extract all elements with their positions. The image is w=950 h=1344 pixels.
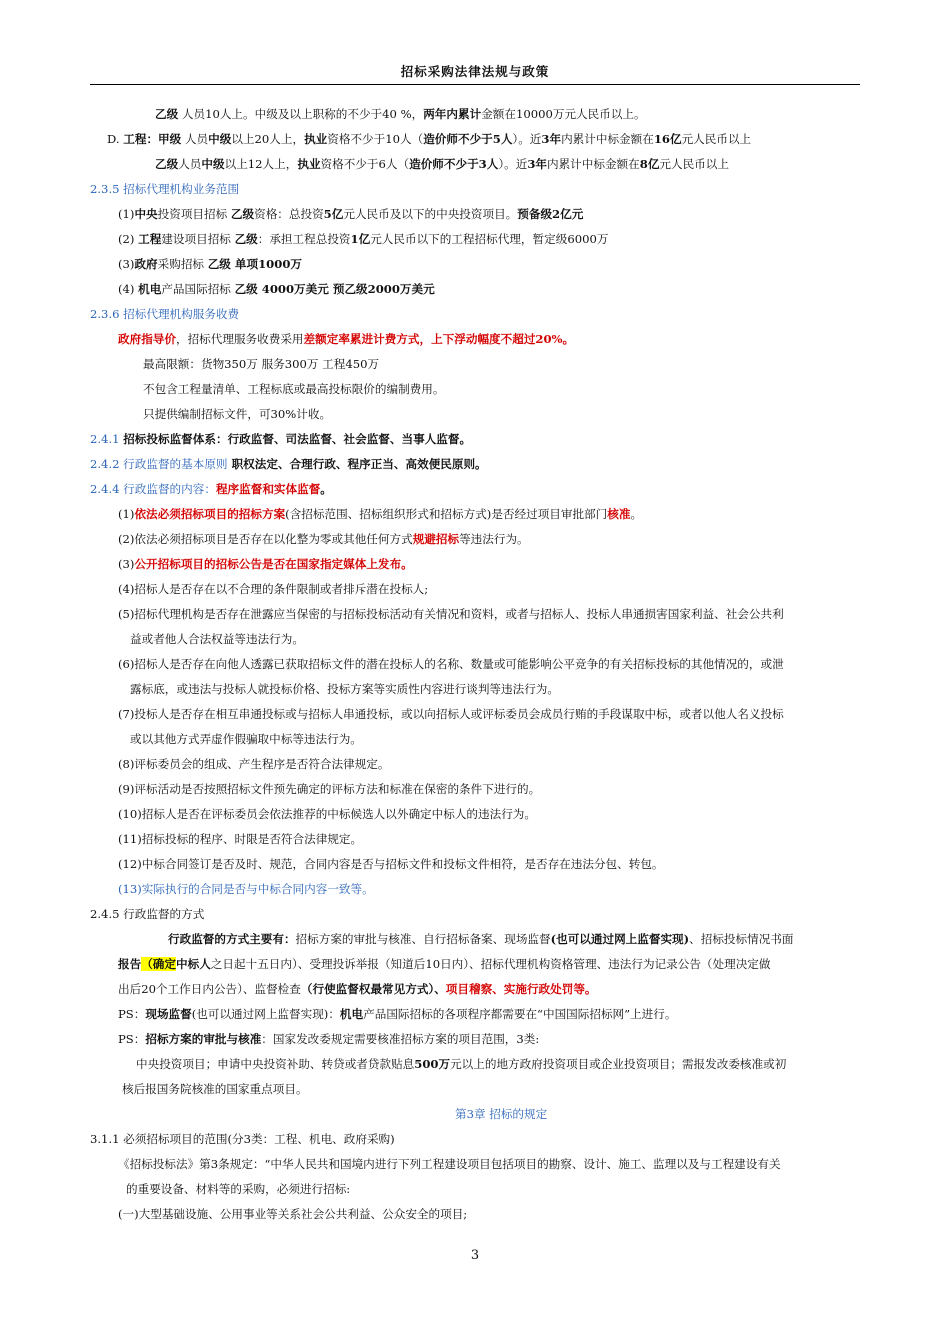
text-line (136, 1056, 786, 1072)
text-run: (3) (118, 557, 135, 571)
text-run: 社会公共利益、公众安全 (300, 1207, 429, 1221)
text-run: (7)投标人是否存在相互串通投标或与招标人串通投标，或以向招标人或评标委员会成员行贿的手段谋取中标，或者以他人名义投标 (118, 707, 784, 721)
text-run: 人员10人上。中级及以上职称的不少于40 %， (178, 107, 424, 121)
text-run: 受理投诉举报（知道后10日内）、招标代理机构资格管理、违法行为记录公告（处理决定做 (309, 957, 771, 971)
text-line (118, 656, 784, 672)
text-line (118, 581, 428, 597)
text-run: 人员 (181, 132, 209, 146)
text-run: 以上12人上， (224, 157, 298, 171)
text-line (126, 1181, 350, 1197)
text-run: 的项目; (428, 1207, 468, 1221)
text-run: D. (107, 132, 124, 146)
text-run: 公开招标项目的招标公告是否在国家指定媒体上发布。 (134, 557, 413, 571)
text-run: 、招标投标情况书面 (689, 932, 794, 946)
text-line (130, 681, 559, 697)
text-run: 投资项目招标 (157, 207, 231, 221)
text-run: 8亿 (639, 157, 660, 171)
text-run: 乙级 单项1000万 (207, 257, 302, 271)
text-run: 项目稽察、实施行政处罚等。 (445, 982, 597, 996)
text-run: (8)评标委员会的组成、产生程序是否符合法律规定。 (118, 757, 390, 771)
text-run: 采购招标 (157, 257, 208, 271)
text-run: (一)大型基础设施、公用事业等关系 (118, 1207, 301, 1221)
text-run: 以上20人上， (231, 132, 305, 146)
text-run: 日内）、 (268, 957, 310, 971)
text-run: 最高限额：货物350万 服务300万 工程450万 (143, 357, 380, 371)
text-run: 中央 (134, 207, 158, 221)
text-line (143, 406, 331, 422)
text-run: 人员 (178, 157, 202, 171)
text-run: 3年 (541, 132, 562, 146)
text-run: 招标方案的审批与核准 (145, 1032, 262, 1046)
text-run: ：承担工程总投资 (257, 232, 351, 246)
text-run: 乙级 4000万美元 预乙级2000万美元 (234, 282, 435, 296)
text-run: 2.4.5 行政监督的方式 (90, 907, 205, 921)
text-run: （确定 (141, 957, 176, 971)
text-line (118, 856, 664, 872)
text-line (118, 806, 536, 822)
text-line (118, 281, 435, 297)
text-run: (5)招标代理机构是否存在泄露应当保密的与招标投标活动有关情况和资料，或者与招标人、投标人串通损害国家利益、社会公共利 (118, 607, 784, 621)
text-run: 十五 (245, 957, 269, 971)
text-run: 。 (320, 482, 332, 496)
text-line (118, 331, 574, 347)
text-line (143, 356, 379, 372)
text-run: 《招标投标法》第3条规定：“中华人民共和国境内进行下列工程建设项目包括项目的勘察、设计、施工、监理以及与工程建设有关 (118, 1157, 781, 1171)
text-run: 工程 (138, 232, 162, 246)
text-run: 只提供编制招标文件，可30%计收。 (143, 407, 332, 421)
text-line (118, 881, 374, 897)
text-run: 执业 (297, 157, 321, 171)
text-run: 1亿 (350, 232, 371, 246)
text-line (118, 231, 608, 247)
text-line (90, 431, 471, 447)
text-line (118, 831, 362, 847)
text-run: 2.4.2 行政监督的基本原则 (90, 457, 228, 471)
text-run: 乙级 (155, 157, 179, 171)
text-run: 政府 (134, 257, 158, 271)
text-run: 的重要设备、材料等的采购，必须进行招标: (126, 1182, 351, 1196)
header-rule (90, 84, 860, 85)
text-run: 造价师不少于3人 (409, 157, 499, 171)
text-run: 出后20个工作日内公告）、监督检查 (118, 982, 301, 996)
text-run: (12)中标合同签订是否及时、规范，合同内容是否与招标文件和投标文件相符，是否存在违法分包、转包。 (118, 857, 664, 871)
text-run: 预备级2亿元 (517, 207, 584, 221)
text-line (118, 606, 784, 622)
text-run: (11)招标投标的程序、时限是否符合法律规定。 (118, 832, 363, 846)
text-run: 乙级 (155, 107, 179, 121)
text-run: 不包含工程量清单、工程标底或最高投标限价的编制费用。 (143, 382, 445, 396)
text-run: 2.3.6 招标代理机构服务收费 (90, 307, 240, 321)
text-run: 核后报国务院核准的 (122, 1082, 227, 1096)
text-run: 程序监督和实体监督 (215, 482, 321, 496)
text-line (118, 1206, 467, 1222)
text-run: (6)招标人是否存在向他人透露已获取招标文件的潜在投标人的名称、数量或可能影响公平竞争的有关招标投标的其他情况的，或泄 (118, 657, 784, 671)
text-run: 16亿 (653, 132, 682, 146)
text-line (143, 381, 444, 397)
text-run: (2)依法必须招标项目是否存在以化整为零或其他任何方式 (118, 532, 413, 546)
text-run: 产品国际招标 (161, 282, 235, 296)
text-run: 3年 (527, 157, 547, 171)
text-run: 核准招标方案 (377, 1032, 447, 1046)
text-run: 2.3.5 招标代理机构业务范围 (90, 182, 240, 196)
text-run: (1) (118, 507, 135, 521)
text-line (118, 1156, 781, 1172)
text-line (90, 481, 332, 497)
text-run: (1) (118, 207, 135, 221)
text-line (122, 1081, 308, 1097)
text-run: (10)招标人是否在评标委员会依法推荐的中标候选人以外确定中标人的违法行为。 (118, 807, 536, 821)
text-line (155, 156, 729, 172)
text-line (155, 106, 646, 122)
text-run: 机电 (339, 1007, 364, 1021)
text-run: 机电 (138, 282, 162, 296)
text-run: (4) (118, 282, 139, 296)
text-line (90, 306, 239, 322)
text-run: 职权法定、合理行政、程序正当、高效便民原则。 (227, 457, 487, 471)
text-run: （行使监督权最常见方式）、 (300, 982, 446, 996)
text-run: 2.4.1 (90, 432, 124, 446)
text-run: ）。近 (512, 132, 542, 146)
text-run: 。 (630, 507, 643, 521)
text-run: 招标投标 (123, 432, 170, 446)
text-run: 的项目范围，3类: (446, 1032, 540, 1046)
text-line (455, 1106, 547, 1122)
text-line (118, 956, 771, 972)
text-line (118, 206, 583, 222)
text-run: 国家重点项目 (226, 1082, 296, 1096)
text-line (90, 181, 239, 197)
text-line (130, 731, 362, 747)
text-run: 金额在10000万元人民币以上。 (481, 107, 646, 121)
text-run: 元人民币以上 (681, 132, 752, 146)
text-line (90, 1131, 395, 1147)
text-line (118, 781, 540, 797)
text-run: 或以其他方式弄虚作假骗取中标等违法行为。 (130, 732, 362, 746)
text-line (168, 931, 794, 947)
text-run: 资格：总投资 (254, 207, 324, 221)
text-run: 差额定率累进计费方式，上下浮动幅度不超过20%。 (303, 332, 575, 346)
text-run: (4)招标人是否存在以不合理的条件限制或者排斥潜在投标人; (118, 582, 429, 596)
text-line (118, 506, 642, 522)
text-run: 。 (295, 1082, 308, 1096)
text-run: 依法必须招标项目的招标方案 (134, 507, 286, 521)
text-line (118, 556, 413, 572)
text-run: PS： (118, 1007, 146, 1021)
text-run: 规避招标 (412, 532, 460, 546)
text-run: 招标方案的审批与核准、自行招标备案、现场监督 (295, 932, 551, 946)
text-run: 露标底，或违法与投标人就投标价格、投标方案等实质性内容进行谈判等违法行为。 (130, 682, 559, 696)
text-line (118, 706, 784, 722)
text-run: ：国家发改委规定需要 (261, 1032, 378, 1046)
text-run: 产品国际招标的各项程序都需要在“ (363, 1007, 543, 1021)
running-header: 招标采购法律法规与政策 (400, 64, 550, 79)
text-run: 监督体系 (169, 432, 216, 446)
text-run: 第3章 招标的规定 (455, 1107, 548, 1121)
text-run: 资格不少于10人（ (327, 132, 424, 146)
text-run: 报告 (118, 957, 142, 971)
text-run: 工程：甲级 (123, 132, 182, 146)
text-line (90, 906, 204, 922)
text-run: (13)实际执行的合同是否与中标合同内容一致等。 (118, 882, 374, 896)
text-run: 元人民币及以下的中央投资项目。 (343, 207, 518, 221)
text-run: 中级 (208, 132, 232, 146)
text-run: (9)评标活动是否按照招标文件预先确定的评标方法和标准在保密的条件下进行的。 (118, 782, 541, 796)
text-run: (分3类：工程、机电、政府采购) (227, 1132, 395, 1146)
text-line (118, 981, 597, 997)
text-run: 两年内累计 (423, 107, 482, 121)
text-run: 之日起 (210, 957, 246, 971)
text-run: 资格不少于6人（ (320, 157, 410, 171)
text-run: (也可以通过网上监督实现)： (191, 1007, 340, 1021)
text-run: (含招标范围、招标组织形式和招标方式)是否经过项目审批部门 (285, 507, 608, 521)
text-line (118, 1006, 676, 1022)
text-run: 3.1.1 必须招标项目的范围 (90, 1132, 228, 1146)
text-run: ）。近 (498, 157, 528, 171)
text-run: 元人民币以下的工程招标代理， (370, 232, 533, 246)
text-run: 执业 (304, 132, 328, 146)
text-run: 500万 (414, 1057, 451, 1071)
text-line (90, 456, 487, 472)
text-run: 中国国际招标网 (542, 1007, 625, 1021)
text-run: 中标人 (176, 957, 211, 971)
text-run: (3) (118, 257, 135, 271)
text-run: 等违法行为。 (459, 532, 529, 546)
text-line (118, 256, 302, 272)
text-run: 政府指导价 (118, 332, 176, 346)
text-run: 内累计中标金额在 (546, 157, 640, 171)
text-run: 现场监督 (145, 1007, 192, 1021)
text-run: 元人民币以上 (659, 157, 729, 171)
text-run: 元以上的地方政府投资项目或企业投资项目；需报发改委核准或初 (450, 1057, 787, 1071)
text-run: ，招标代理服务收费采用 (175, 332, 304, 346)
text-run: PS： (118, 1032, 146, 1046)
text-run: 2.4.4 行政监督的内容： (90, 482, 216, 496)
text-run: 乙级 (234, 232, 258, 246)
text-line (118, 1031, 539, 1047)
text-run: (也可以通过网上监督实现) (550, 932, 690, 946)
text-run: 核准 (607, 507, 631, 521)
text-run: ：行政监督、司法监督、社会监督、当事人监督。 (215, 432, 472, 446)
text-run: 建设项目招标 (161, 232, 235, 246)
text-run: ”上进行。 (624, 1007, 677, 1021)
text-line (118, 531, 529, 547)
text-run: 行政监督的方式主要有： (168, 932, 296, 946)
text-run: 造价师不少于5人 (423, 132, 513, 146)
text-run: 乙级 (230, 207, 255, 221)
text-run: 5亿 (323, 207, 344, 221)
text-line (118, 756, 390, 772)
text-run: 暂定级6000万 (532, 232, 609, 246)
text-run: 益或者他人合法权益等违法行为。 (130, 632, 304, 646)
text-line (130, 631, 304, 647)
page-number: 3 (470, 1248, 480, 1263)
text-run: 中央投资项目；申请中央投资补助、转贷或者贷款贴息 (136, 1057, 415, 1071)
text-run: 内累计中标金额在 (561, 132, 654, 146)
text-run: 中级 (201, 157, 225, 171)
text-line (107, 131, 751, 147)
text-run: (2) (118, 232, 139, 246)
